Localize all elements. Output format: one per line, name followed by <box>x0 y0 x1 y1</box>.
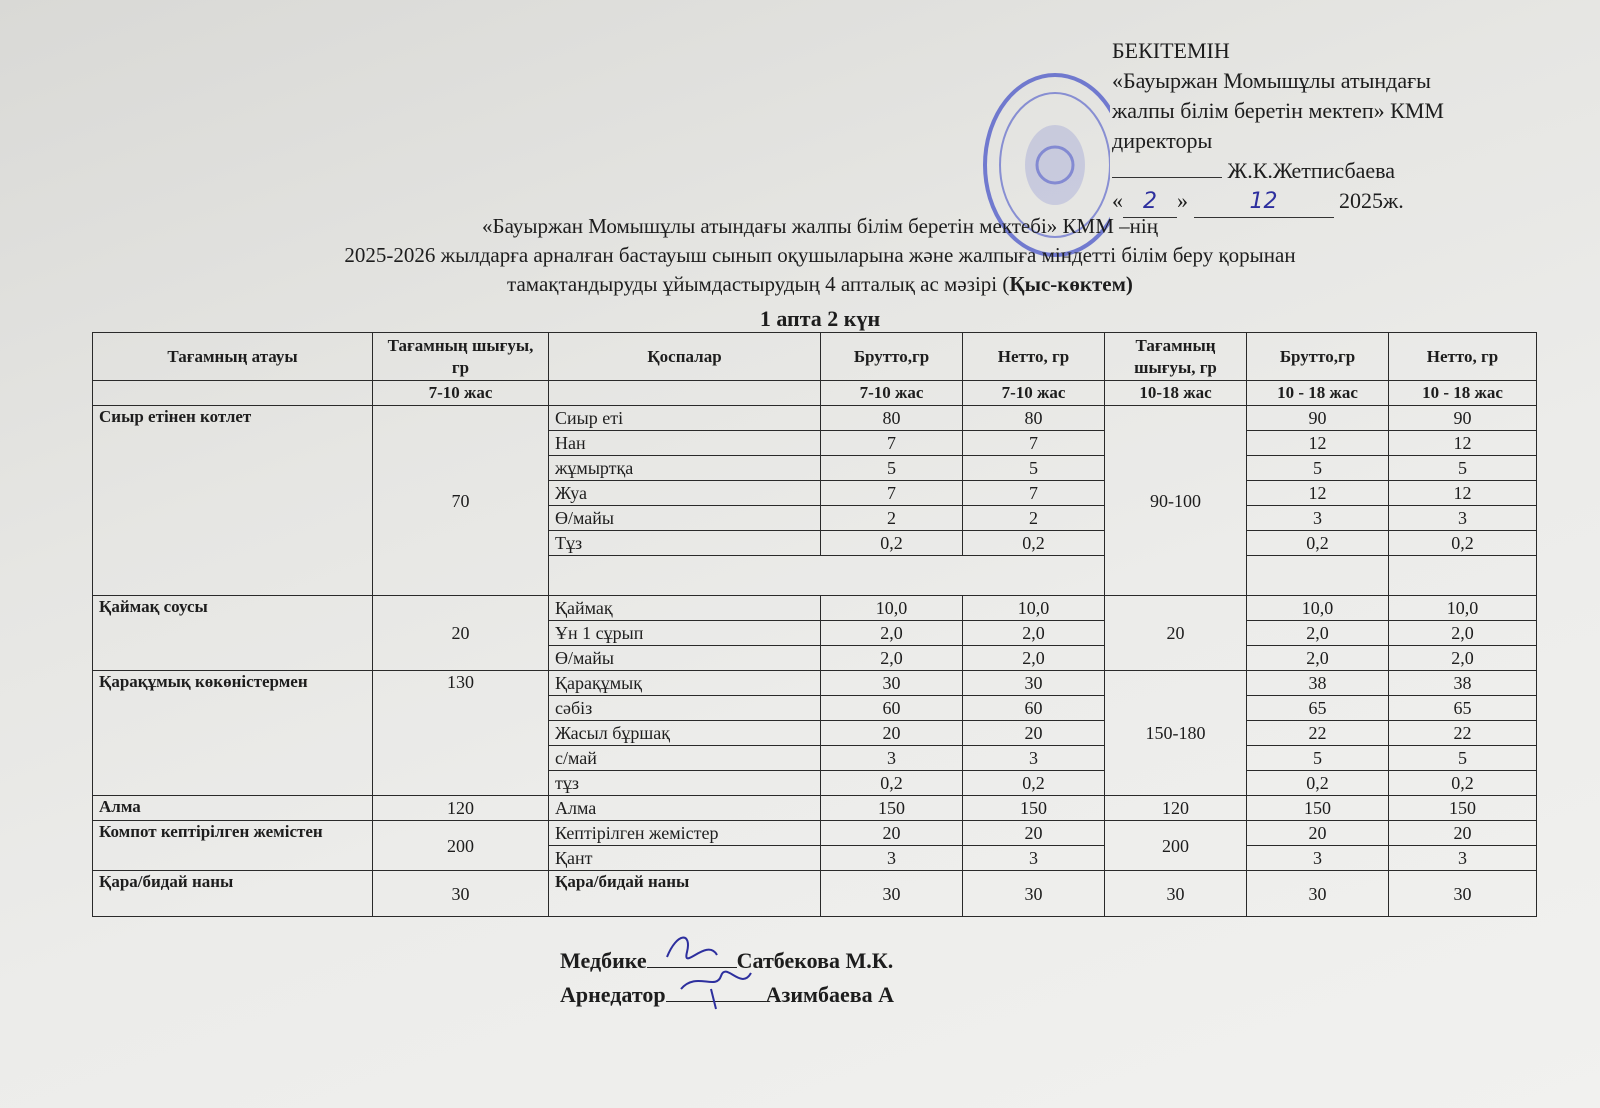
netto2-value: 2,0 <box>1389 621 1537 646</box>
brutto2-value: 30 <box>1247 871 1389 917</box>
header-brutto: Брутто,гр <box>821 333 963 381</box>
netto2-value: 3 <box>1389 506 1537 531</box>
menu-table <box>92 332 1537 917</box>
brutto-value: 150 <box>821 796 963 821</box>
brutto2-value: 65 <box>1247 696 1389 721</box>
netto-value: 2,0 <box>963 646 1105 671</box>
table-row <box>93 871 1537 917</box>
header-yield-10-18: Тағамның шығуы, гр <box>1105 333 1247 381</box>
tenant-signature <box>666 979 766 1002</box>
brutto-value: 7 <box>821 431 963 456</box>
brutto-value: 3 <box>821 846 963 871</box>
age-brutto: 7-10 жас <box>821 381 963 406</box>
title-line1: «Бауыржан Момышұлы атындағы жалпы білім беретін мектебі» КММ –нің <box>482 214 1158 238</box>
age-row <box>93 381 1537 406</box>
netto2-value: 90 <box>1389 406 1537 431</box>
director-name: Ж.К.Жетписбаева <box>1227 158 1396 183</box>
brutto2-value: 3 <box>1247 846 1389 871</box>
approval-heading: БЕКІТЕМІН <box>1112 38 1230 63</box>
brutto2-value: 150 <box>1247 796 1389 821</box>
director-signature <box>1112 157 1222 178</box>
brutto2-value: 38 <box>1247 671 1389 696</box>
dish-yield: 20 <box>373 596 549 671</box>
brutto2-value: 90 <box>1247 406 1389 431</box>
netto2-value: 150 <box>1389 796 1537 821</box>
medic-label: Медбике <box>560 948 647 973</box>
age-netto: 7-10 жас <box>963 381 1105 406</box>
ingredient: Жасыл бұршақ <box>549 721 821 746</box>
brutto-value: 0,2 <box>821 531 963 556</box>
brutto2-value: 3 <box>1247 506 1389 531</box>
week-day-label: 1 апта 2 күн <box>759 306 881 331</box>
ingredient: с/май <box>549 746 821 771</box>
brutto-value: 2,0 <box>821 621 963 646</box>
ingredient: Кептірілген жемістер <box>549 821 821 846</box>
date-open-quote: « <box>1112 188 1123 213</box>
netto2-value: 30 <box>1389 871 1537 917</box>
ingredient: Жуа <box>549 481 821 506</box>
dish-yield-2: 200 <box>1105 821 1247 871</box>
netto-value: 80 <box>963 406 1105 431</box>
dish-yield: 120 <box>373 796 549 821</box>
netto2-value: 38 <box>1389 671 1537 696</box>
netto2-value: 22 <box>1389 721 1537 746</box>
table-row <box>93 796 1537 821</box>
brutto-value: 30 <box>821 671 963 696</box>
brutto2-value: 20 <box>1247 821 1389 846</box>
brutto2-value: 2,0 <box>1247 646 1389 671</box>
netto-value: 5 <box>963 456 1105 481</box>
brutto2-value: 5 <box>1247 746 1389 771</box>
header-dish: Тағамның атауы <box>93 333 373 381</box>
netto2-value: 0,2 <box>1389 531 1537 556</box>
netto-value: 2 <box>963 506 1105 531</box>
brutto-value: 60 <box>821 696 963 721</box>
dish-name: Алма <box>93 796 373 821</box>
ingredient: Ө/майы <box>549 646 821 671</box>
netto-value: 20 <box>963 721 1105 746</box>
tenant-label: Арнедатор <box>560 982 666 1007</box>
dish-name: Компот кептірілген жемістен <box>93 821 373 871</box>
brutto-value: 0,2 <box>821 771 963 796</box>
brutto2-value: 10,0 <box>1247 596 1389 621</box>
title-line3-text: тамақтандыруды ұйымдастырудың 4 апталық ас мәзірі ( <box>507 272 1010 296</box>
netto2-value: 65 <box>1389 696 1537 721</box>
header-yield-7-10: Тағамның шығуы, гр <box>373 333 549 381</box>
netto2-value: 5 <box>1389 746 1537 771</box>
netto2-value: 20 <box>1389 821 1537 846</box>
brutto2-value: 12 <box>1247 431 1389 456</box>
netto2-value: 0,2 <box>1389 771 1537 796</box>
dish-name: Қарақұмық көкөністермен <box>93 671 373 796</box>
dish-yield-2: 150-180 <box>1105 671 1247 796</box>
brutto-value: 3 <box>821 746 963 771</box>
tenant-signature-row <box>560 978 1080 1012</box>
age-netto-2: 10 - 18 жас <box>1389 381 1537 406</box>
dish-yield: 30 <box>373 871 549 917</box>
ingredient: Нан <box>549 431 821 456</box>
medic-signature-row <box>560 944 1080 978</box>
brutto-value: 2,0 <box>821 646 963 671</box>
netto2-value: 5 <box>1389 456 1537 481</box>
ingredient: Ұн 1 сұрып <box>549 621 821 646</box>
netto-value: 3 <box>963 746 1105 771</box>
ingredient: сәбіз <box>549 696 821 721</box>
netto-value: 60 <box>963 696 1105 721</box>
dish-yield-2: 30 <box>1105 871 1247 917</box>
brutto2-value: 0,2 <box>1247 771 1389 796</box>
netto-value: 30 <box>963 671 1105 696</box>
brutto-value: 2 <box>821 506 963 531</box>
ingredient: Ө/майы <box>549 506 821 531</box>
approval-line3: директоры <box>1112 128 1213 153</box>
brutto-value: 30 <box>821 871 963 917</box>
table-row <box>93 406 1537 431</box>
season-label: Қыс-көктем) <box>1009 272 1133 296</box>
brutto2-value: 22 <box>1247 721 1389 746</box>
approval-line2: жалпы білім беретін мектеп» КММ <box>1112 98 1444 123</box>
ingredient: Алма <box>549 796 821 821</box>
netto-value: 7 <box>963 481 1105 506</box>
dish-name: Қара/бидай наны <box>93 871 373 917</box>
brutto2-value: 0,2 <box>1247 531 1389 556</box>
header-brutto-2: Брутто,гр <box>1247 333 1389 381</box>
netto-value: 3 <box>963 846 1105 871</box>
ingredient: Қарақұмық <box>549 671 821 696</box>
netto-value: 0,2 <box>963 771 1105 796</box>
brutto-value: 80 <box>821 406 963 431</box>
dish-name: Қаймақ соусы <box>93 596 373 671</box>
dish-yield-2: 120 <box>1105 796 1247 821</box>
netto-value: 2,0 <box>963 621 1105 646</box>
tenant-name: Азимбаева А <box>765 982 895 1007</box>
brutto-value: 10,0 <box>821 596 963 621</box>
ingredient: тұз <box>549 771 821 796</box>
netto2-value: 3 <box>1389 846 1537 871</box>
brutto-value: 20 <box>821 721 963 746</box>
dish-yield: 70 <box>373 406 549 596</box>
dish-yield-2: 90-100 <box>1105 406 1247 596</box>
table-row <box>93 671 1537 696</box>
title-line2: 2025-2026 жылдарға арналған бастауыш сынып оқушыларына және жалпыға міндетті білім беру қорынан <box>344 243 1296 267</box>
netto2-value: 2,0 <box>1389 646 1537 671</box>
netto-value: 150 <box>963 796 1105 821</box>
dish-yield: 200 <box>373 821 549 871</box>
header-netto-2: Нетто, гр <box>1389 333 1537 381</box>
table-row <box>93 821 1537 846</box>
approval-line1: «Бауыржан Момышұлы атындағы <box>1112 68 1431 93</box>
header-netto: Нетто, гр <box>963 333 1105 381</box>
brutto-value: 5 <box>821 456 963 481</box>
dish-yield: 130 <box>373 671 549 796</box>
ingredient: Қаймақ <box>549 596 821 621</box>
brutto2-value: 2,0 <box>1247 621 1389 646</box>
netto-value: 10,0 <box>963 596 1105 621</box>
ingredient: Қант <box>549 846 821 871</box>
menu-title <box>180 212 1460 299</box>
ingredient: Тұз <box>549 531 821 556</box>
netto2-value: 12 <box>1389 481 1537 506</box>
date-month: 12 <box>1194 187 1334 218</box>
age-brutto-2: 10 - 18 жас <box>1247 381 1389 406</box>
age-yield-7-10: 7-10 жас <box>373 381 549 406</box>
medic-name: Сатбекова М.К. <box>736 948 894 973</box>
table-row <box>93 596 1537 621</box>
approval-block <box>1112 36 1552 218</box>
header-row <box>93 333 1537 381</box>
netto2-value: 12 <box>1389 431 1537 456</box>
director-line <box>1112 156 1552 186</box>
date-close-quote: » <box>1177 188 1188 213</box>
brutto2-value: 5 <box>1247 456 1389 481</box>
signatures-block <box>560 944 1080 1012</box>
netto-value: 0,2 <box>963 531 1105 556</box>
date-year: 2025ж. <box>1339 188 1404 213</box>
header-ingredients: Қоспалар <box>549 333 821 381</box>
netto2-value: 10,0 <box>1389 596 1537 621</box>
dish-name: Сиыр етінен котлет <box>93 406 373 596</box>
brutto-value: 20 <box>821 821 963 846</box>
netto-value: 7 <box>963 431 1105 456</box>
date-day: 2 <box>1123 187 1177 218</box>
ingredient: Қара/бидай наны <box>549 871 821 917</box>
ingredient: Сиыр еті <box>549 406 821 431</box>
netto-value: 20 <box>963 821 1105 846</box>
title-line3 <box>180 270 1460 299</box>
netto-value: 30 <box>963 871 1105 917</box>
brutto2-value: 12 <box>1247 481 1389 506</box>
age-yield-10-18: 10-18 жас <box>1105 381 1247 406</box>
ingredient: жұмыртқа <box>549 456 821 481</box>
brutto-value: 7 <box>821 481 963 506</box>
dish-yield-2: 20 <box>1105 596 1247 671</box>
